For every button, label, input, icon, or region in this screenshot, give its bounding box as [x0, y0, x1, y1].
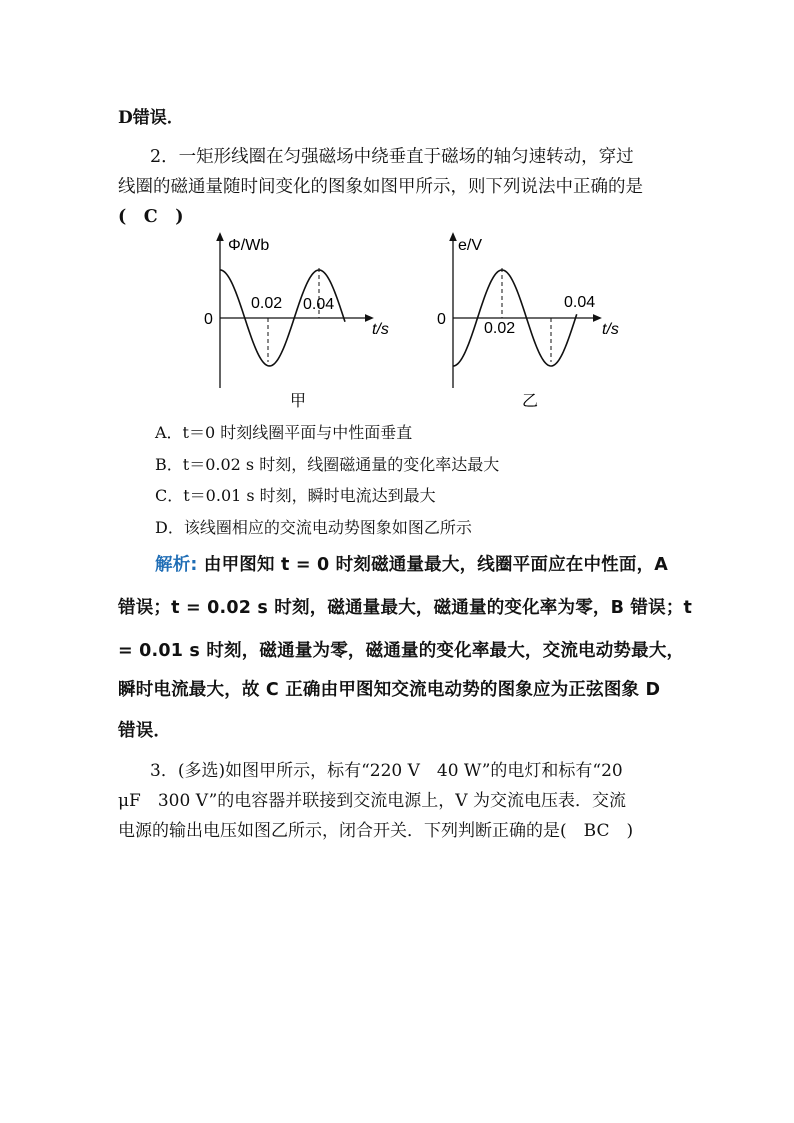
graph-jia — [204, 236, 389, 410]
analysis-label: 解析: — [155, 555, 198, 575]
jia-origin: 0 — [204, 311, 213, 328]
yi-tick-002: 0.02 — [484, 320, 516, 337]
analysis-line-2: 错误；t = 0.02 s 时刻，磁通量最大，磁通量的变化率为零，B 错误；t — [118, 598, 693, 618]
yi-origin: 0 — [437, 311, 446, 328]
question-3-line-3: 电源的输出电压如图乙所示，闭合开关．下列判断正确的是( BC ) — [118, 821, 634, 841]
previous-answer-tail: D错误． — [118, 108, 184, 128]
yi-x-label: t/s — [602, 321, 619, 338]
option-c: C．t＝0.01 s 时刻，瞬时电流达到最大 — [155, 486, 436, 505]
option-b: B．t＝0.02 s 时刻，线圈磁通量的变化率达最大 — [155, 455, 500, 474]
graph-yi — [437, 236, 619, 410]
analysis-text-1: 由甲图知 t = 0 时刻磁通量最大，线圈平面应在中性面，A — [197, 555, 669, 575]
question-2-line-2: 线圈的磁通量随时间变化的图象如图甲所示，则下列说法中正确的是 — [118, 177, 643, 197]
option-d: D．该线圈相应的交流电动势图象如图乙所示 — [155, 518, 472, 537]
jia-y-label: Φ/Wb — [228, 237, 270, 254]
jia-tick-002: 0.02 — [251, 295, 283, 312]
yi-y-label: e/V — [458, 237, 483, 254]
option-a: A．t＝0 时刻线圈平面与中性面垂直 — [155, 423, 413, 442]
jia-caption: 甲 — [290, 393, 307, 410]
yi-tick-004: 0.04 — [564, 294, 596, 311]
jia-x-label: t/s — [372, 321, 389, 338]
yi-caption: 乙 — [522, 393, 539, 410]
analysis-line-4: 瞬时电流最大，故 C 正确由甲图知交流电动势的图象应为正弦图象 D — [118, 680, 661, 700]
jia-tick-004: 0.04 — [303, 296, 335, 313]
question-3-line-1: 3．(多选)如图甲所示，标有“220 V 40 W”的电灯和标有“20 — [150, 761, 623, 781]
analysis-line-1 — [155, 551, 668, 576]
question-2-line-1: 2．一矩形线圈在匀强磁场中绕垂直于磁场的轴匀速转动，穿过 — [150, 147, 634, 167]
figure-flux-and-emf-graphs — [190, 228, 630, 413]
question-3-line-2: μF 300 V”的电容器并联接到交流电源上，V 为交流电压表．交流 — [118, 791, 626, 811]
question-2-answer: ( C ) — [118, 207, 184, 227]
analysis-line-3: = 0.01 s 时刻，磁通量为零，磁通量的变化率最大，交流电动势最大， — [118, 641, 685, 661]
analysis-line-5: 错误． — [118, 721, 172, 741]
